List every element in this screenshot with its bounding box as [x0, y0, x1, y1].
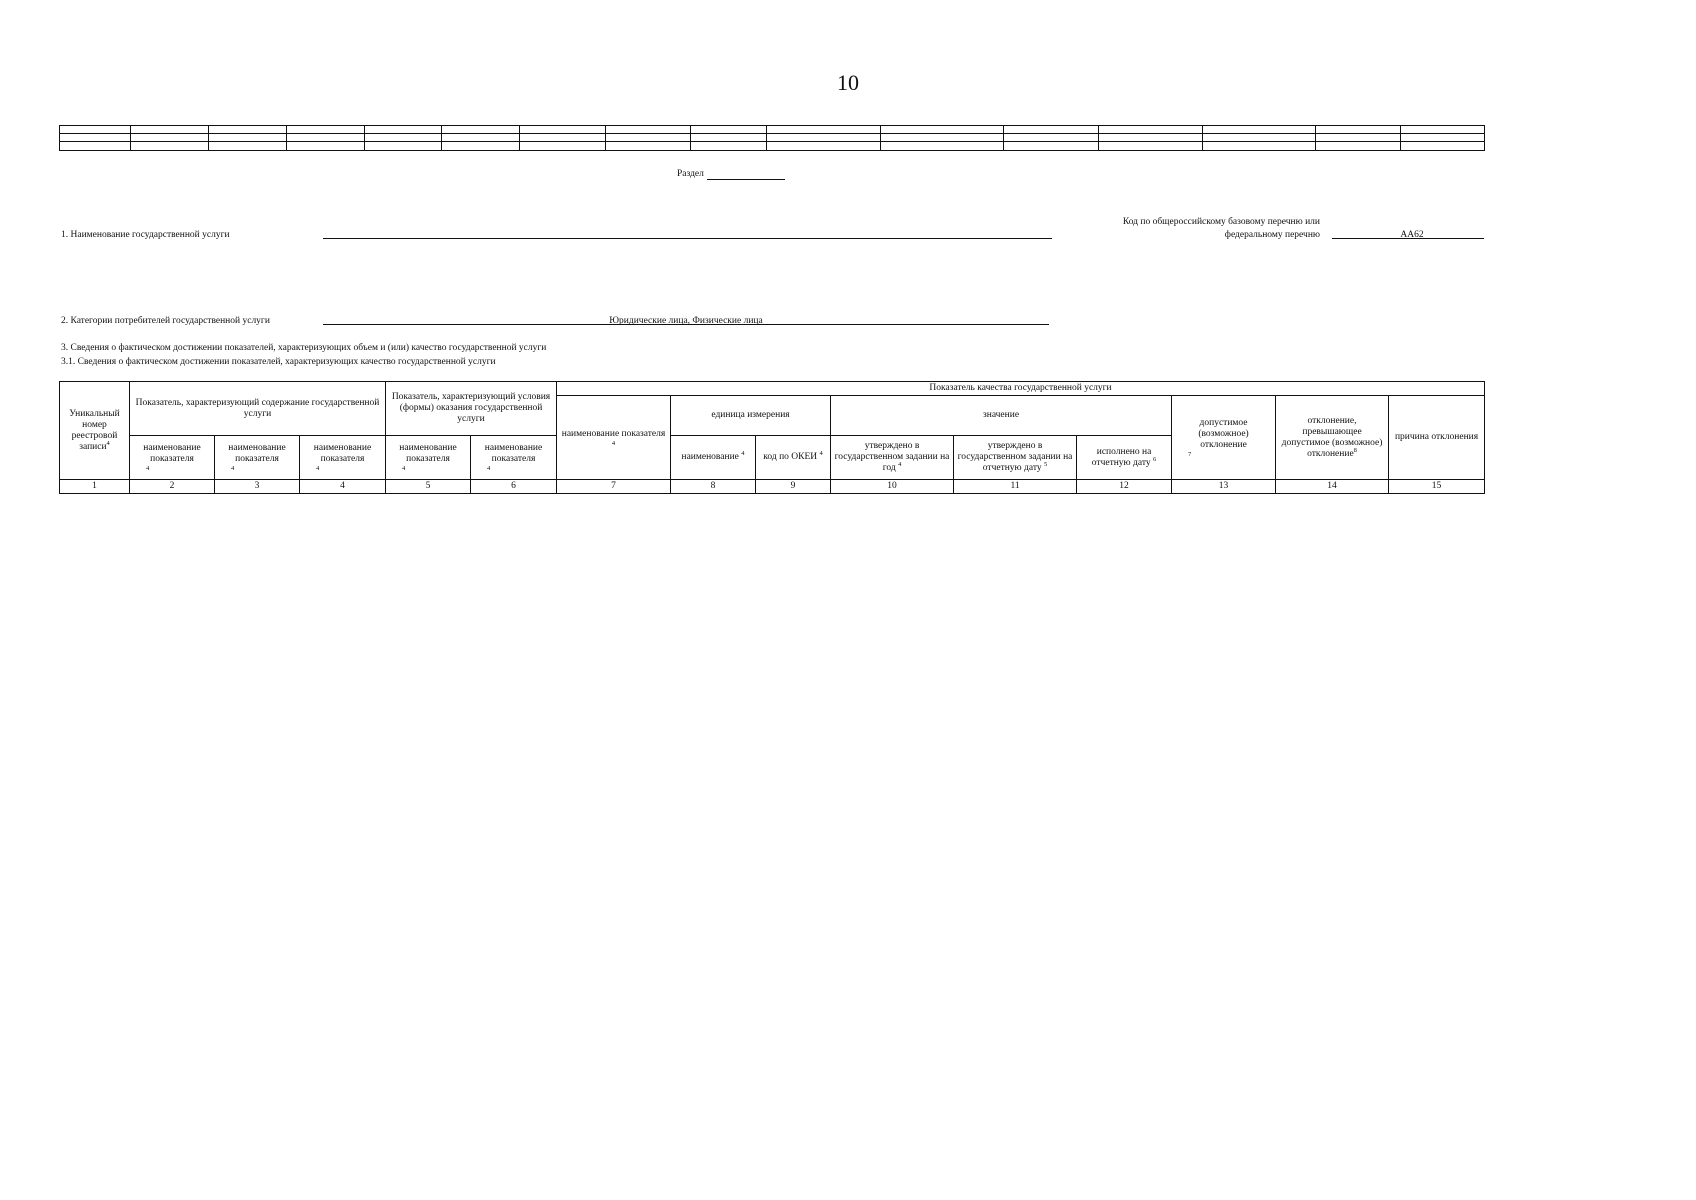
service-name-line — [323, 238, 1052, 239]
heading-item-3-1: 3.1. Сведения о фактическом достижении показателей, характеризующих качество государственной услуги — [61, 357, 496, 367]
header-executed-date: исполнено на отчетную дату $^6$ — [1077, 436, 1172, 480]
continuation-table-grid — [59, 125, 1485, 151]
section-label: Раздел — [677, 169, 704, 179]
column-number: 13 — [1172, 480, 1276, 494]
header-content-indicator: Показатель, характеризующий содержание государственной услуги — [130, 382, 386, 436]
column-number: 14 — [1276, 480, 1389, 494]
column-number: 6 — [471, 480, 557, 494]
column-number: 15 — [1389, 480, 1485, 494]
header-content-name-1: наименование показателя 4 — [130, 436, 215, 480]
header-deviation-reason: причина отклонения — [1389, 396, 1485, 480]
column-number: 3 — [215, 480, 300, 494]
header-excess-deviation: отклонение, превышающее допустимое (возможное) отклонение$^8$ — [1276, 396, 1389, 480]
header-unique-number: Уникальный номер реестровой записи$^4$ — [60, 382, 130, 480]
header-quality-indicator-name: наименование показателя 4 — [557, 396, 671, 480]
header-conditions-indicator: Показатель, характеризующий условия (формы) оказания государственной услуги — [386, 382, 557, 436]
header-approved-date: утверждено в государственном задании на отчетную дату $^5$ — [954, 436, 1077, 480]
header-allowed-deviation: допустимое (возможное) отклонение 7 — [1172, 396, 1276, 480]
header-okei-code: код по ОКЕИ $^4$ — [756, 436, 831, 480]
column-number: 11 — [954, 480, 1077, 494]
header-conditions-name-2: наименование показателя 4 — [471, 436, 557, 480]
registry-code-label: Код по общероссийскому базовому перечню или федеральному перечню — [1122, 217, 1320, 240]
column-number: 12 — [1077, 480, 1172, 494]
header-unit-name: наименование $^4$ — [671, 436, 756, 480]
column-number: 10 — [831, 480, 954, 494]
header-unit: единица измерения — [671, 396, 831, 436]
column-number: 9 — [756, 480, 831, 494]
header-quality-indicator: Показатель качества государственной услуги — [557, 382, 1485, 396]
column-number: 8 — [671, 480, 756, 494]
header-conditions-name-1: наименование показателя 4 — [386, 436, 471, 480]
column-number: 4 — [300, 480, 386, 494]
page-number: 10 — [837, 70, 859, 95]
column-number: 7 — [557, 480, 671, 494]
header-value: значение — [831, 396, 1172, 436]
header-content-name-2: наименование показателя 4 — [215, 436, 300, 480]
heading-item-3: 3. Сведения о фактическом достижении показателей, характеризующих объем и (или) качество государственной услуги — [61, 343, 547, 353]
consumers-label: 2. Категории потребителей государственной услуги — [61, 316, 270, 326]
column-number: 2 — [130, 480, 215, 494]
service-name-label: 1. Наименование государственной услуги — [61, 230, 230, 240]
column-number: 5 — [386, 480, 471, 494]
header-approved-year: утверждено в государственном задании на год $^4$ — [831, 436, 954, 480]
registry-code-value: АА62 — [1400, 230, 1424, 240]
section-value-line — [707, 179, 785, 180]
column-number: 1 — [60, 480, 130, 494]
consumers-value: Юридические лица, Физические лица — [609, 316, 763, 326]
quality-indicators-table — [59, 381, 1485, 494]
header-content-name-3: наименование показателя 4 — [300, 436, 386, 480]
